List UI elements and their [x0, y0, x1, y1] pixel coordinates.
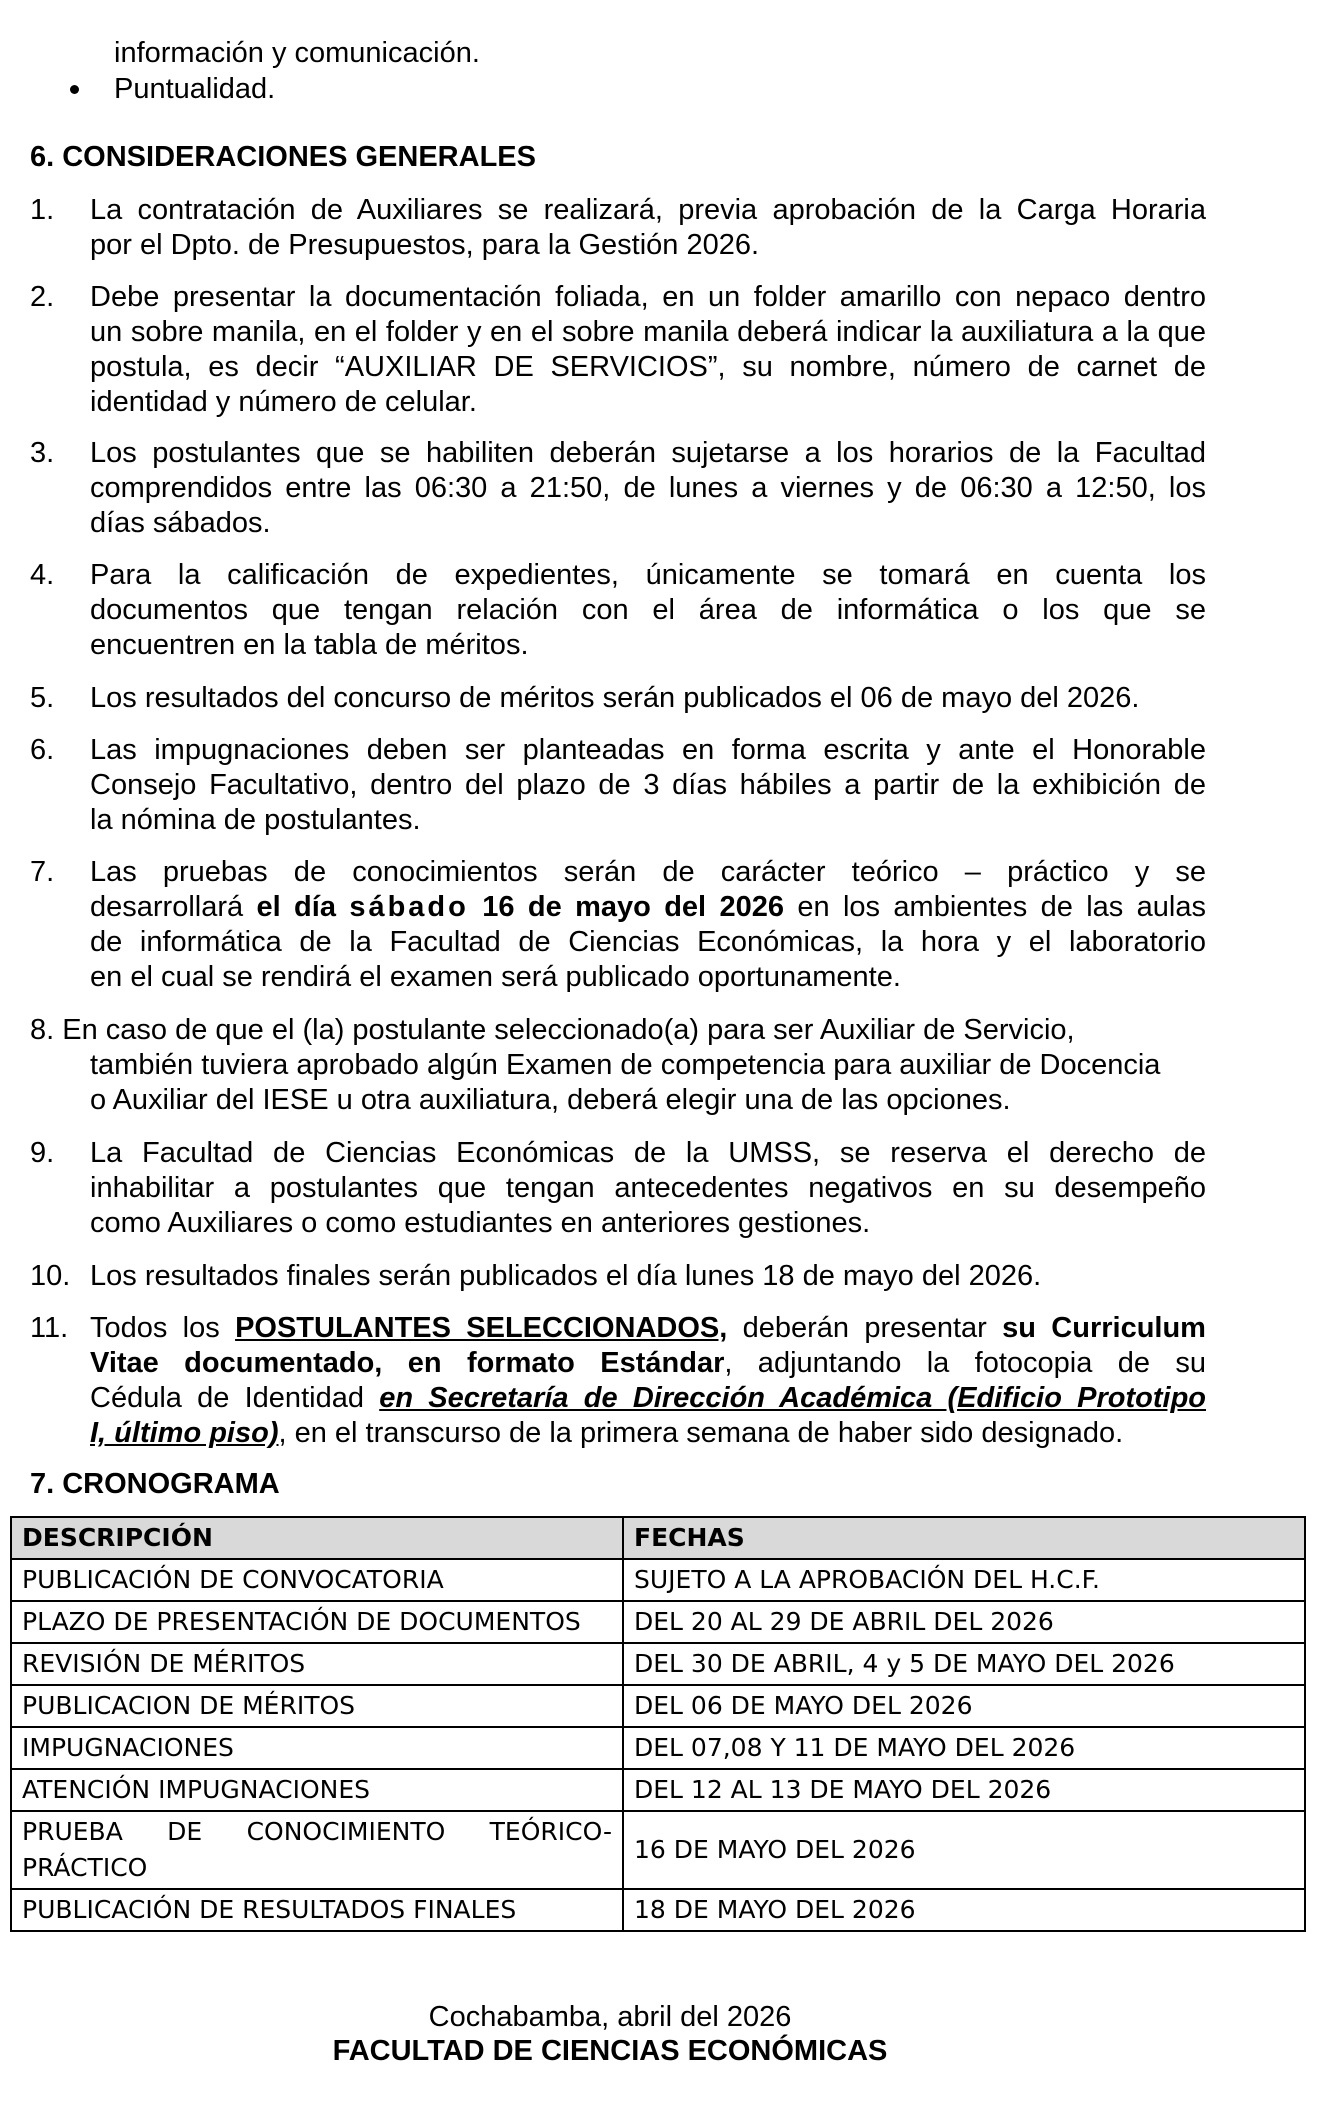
table-row	[11, 1685, 1305, 1727]
cell-fechas: 16 DE MAYO DEL 2026	[623, 1811, 1305, 1889]
cell-fechas: 18 DE MAYO DEL 2026	[623, 1889, 1305, 1931]
cell-descripcion: PUBLICACIÓN DE CONVOCATORIA	[11, 1559, 623, 1601]
cell-descripcion: PUBLICACION DE MÉRITOS	[11, 1685, 623, 1727]
bullet-text: Puntualidad.	[114, 73, 276, 105]
cell-descripcion: ATENCIÓN IMPUGNACIONES	[11, 1769, 623, 1811]
cell-descripcion: IMPUGNACIONES	[11, 1727, 623, 1769]
item-text: Debe presentar la documentación foliada, en un folder amarillo con nepaco dentro un sobre manila, en el folder y en el sobre manila deberá indicar la auxiliatura a la que postula, es decir “AUXILIAR DE SERVICIOS”, su nombre, número de carnet de identidad y número de celular.	[90, 281, 1206, 418]
cell-fechas: DEL 30 DE ABRIL, 4 y 5 DE MAYO DEL 2026	[623, 1643, 1305, 1685]
item-number: 1.	[30, 194, 55, 226]
schedule-table	[10, 1516, 1306, 1932]
section-6-title: 6. CONSIDERACIONES GENERALES	[30, 141, 536, 173]
cell-fechas: SUJETO A LA APROBACIÓN DEL H.C.F.	[623, 1559, 1305, 1601]
cell-descripcion: REVISIÓN DE MÉRITOS	[11, 1643, 623, 1685]
header-descripcion: DESCRIPCIÓN	[11, 1517, 623, 1559]
item-text: Los postulantes que se habiliten deberán sujetarse a los horarios de la Facultad comprendidos entre las 06:30 a 21:50, de lunes a viernes y de 06:30 a 12:50, los días sábados.	[90, 437, 1206, 539]
item-number: 10.	[30, 1260, 71, 1292]
item-text: Los resultados finales serán publicados el día lunes 18 de mayo del 2026.	[90, 1260, 1042, 1292]
item-text: Todos los POSTULANTES SELECCIONADOS, deberán presentar su Curriculum Vitae documentado, en formato Estándar, adjuntando la fotocopia de su Cédula de Identidad en Secretaría de Dirección Académica (Edificio Prototipo I, último piso), en el transcurso de la primera semana de haber sido designado.	[90, 1312, 1207, 1449]
item-number: 11.	[30, 1312, 69, 1344]
table-row	[11, 1643, 1305, 1685]
cell-fechas: DEL 07,08 Y 11 DE MAYO DEL 2026	[623, 1727, 1305, 1769]
item-number: 3.	[30, 437, 55, 469]
item-number: 5.	[30, 682, 55, 714]
item-text: Los resultados del concurso de méritos serán publicados el 06 de mayo del 2026.	[90, 682, 1140, 714]
cell-fechas: DEL 12 AL 13 DE MAYO DEL 2026	[623, 1769, 1305, 1811]
item-text: La contratación de Auxiliares se realizará, previa aprobación de la Carga Horaria por el Dpto. de Presupuestos, para la Gestión 2026.	[90, 194, 1206, 261]
table-row	[11, 1727, 1305, 1769]
item-number: 6.	[30, 734, 55, 766]
cell-descripcion: PUBLICACIÓN DE RESULTADOS FINALES	[11, 1889, 623, 1931]
section-7-title: 7. CRONOGRAMA	[30, 1468, 280, 1500]
table-row	[11, 1889, 1305, 1931]
bullet-icon	[70, 85, 79, 94]
item-number: 4.	[30, 559, 55, 591]
footer-place-date: Cochabamba, abril del 2026	[428, 2001, 792, 2033]
item-text: Para la calificación de expedientes, únicamente se tomará en cuenta los documentos que tengan relación con el área de informática o los que se encuentren en la tabla de méritos.	[90, 559, 1206, 661]
table-row	[11, 1769, 1305, 1811]
item-text: La Facultad de Ciencias Económicas de la UMSS, se reserva el derecho de inhabilitar a postulantes que tengan antecedentes negativos en su desempeño como Auxiliares o como estudiantes en anteriores gestiones.	[90, 1137, 1206, 1239]
table-row	[11, 1601, 1305, 1643]
item-text: 8. En caso de que el (la) postulante seleccionado(a) para ser Auxiliar de Servicio, también tuviera aprobado algún Examen de competencia para auxiliar de Docencia o Auxiliar del IESE u otra auxiliatura, deberá elegir una de las opciones.	[30, 1014, 1161, 1116]
item-number: 9.	[30, 1137, 55, 1169]
header-fechas: FECHAS	[623, 1517, 1305, 1559]
footer-faculty: FACULTAD DE CIENCIAS ECONÓMICAS	[332, 2035, 888, 2067]
cell-descripcion: PLAZO DE PRESENTACIÓN DE DOCUMENTOS	[11, 1601, 623, 1643]
table-row	[11, 1559, 1305, 1601]
cell-fechas: DEL 06 DE MAYO DEL 2026	[623, 1685, 1305, 1727]
table-row	[11, 1811, 1305, 1889]
item-number: 7.	[30, 856, 55, 888]
continuation-text: información y comunicación.	[114, 37, 480, 69]
item-number: 2.	[30, 281, 55, 313]
item-text: Las pruebas de conocimientos serán de carácter teórico – práctico y se desarrollará el día sábado 16 de mayo del 2026 en los ambientes de las aulas de informática de la Facultad de Ciencias Económicas, la hora y el laboratorio en el cual se rendirá el examen será publicado oportunamente.	[90, 856, 1206, 993]
table-header-row	[11, 1517, 1305, 1559]
cell-descripcion: PRUEBA DE CONOCIMIENTO TEÓRICO- PRÁCTICO	[11, 1811, 623, 1889]
item-text: Las impugnaciones deben ser planteadas en forma escrita y ante el Honorable Consejo Facultativo, dentro del plazo de 3 días hábiles a partir de la exhibición de la nómina de postulantes.	[90, 734, 1206, 836]
cell-fechas: DEL 20 AL 29 DE ABRIL DEL 2026	[623, 1601, 1305, 1643]
